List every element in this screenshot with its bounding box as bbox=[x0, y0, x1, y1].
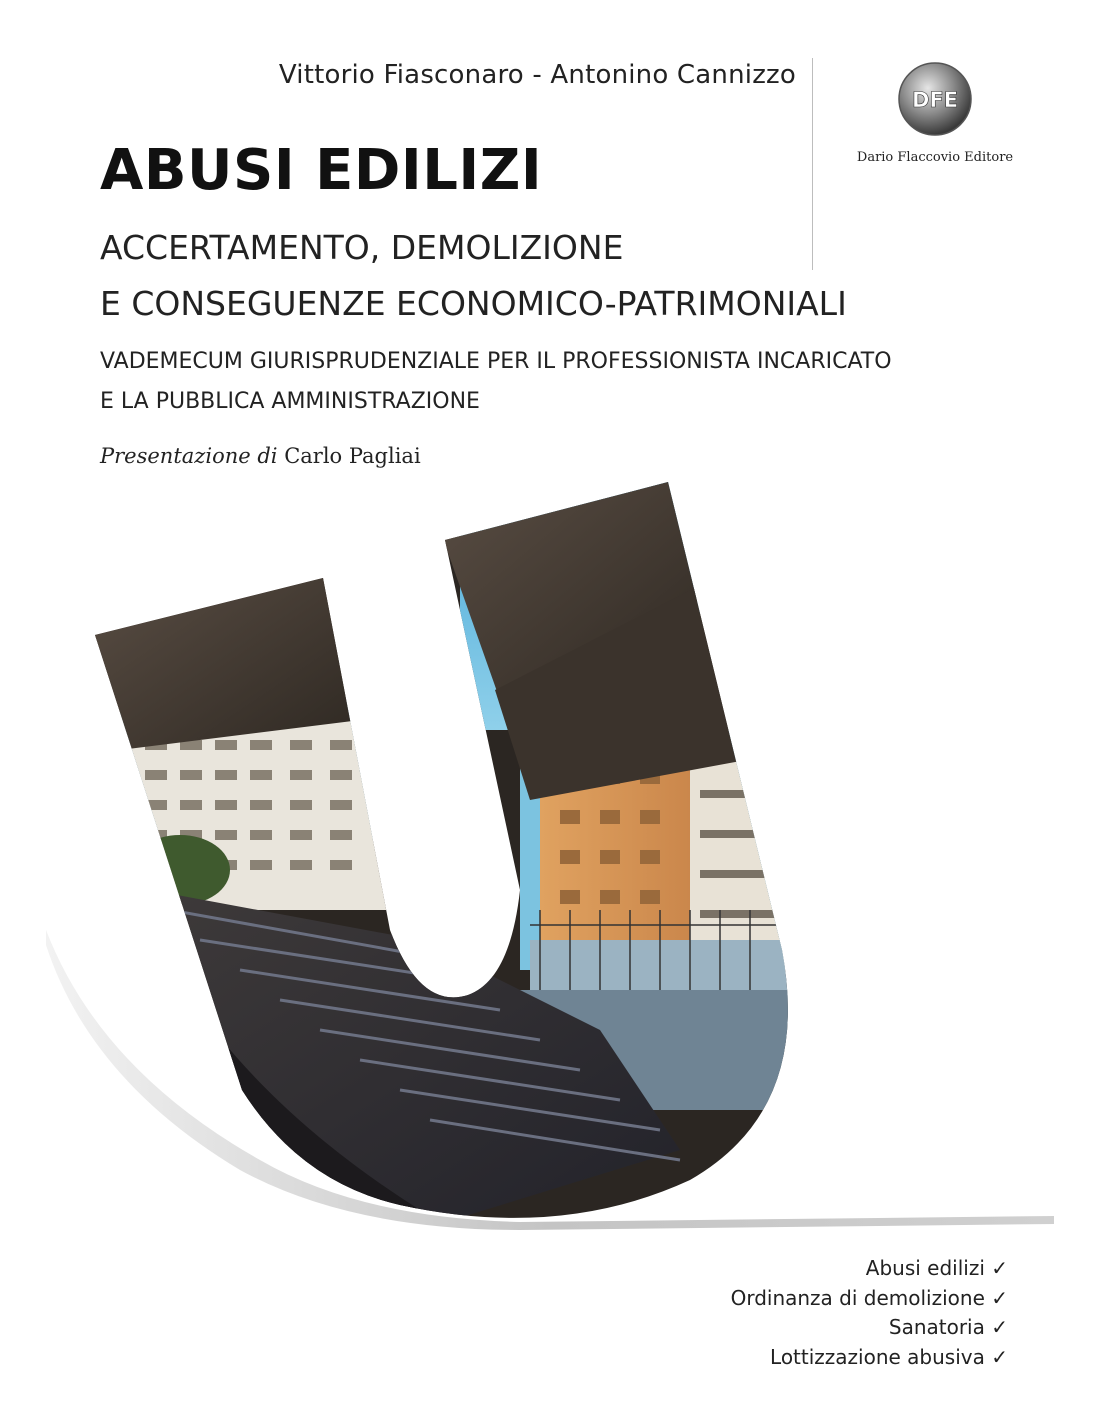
keyword-item: Lottizzazione abusiva ✓ bbox=[770, 1344, 1008, 1369]
subtitle-line: ACCERTAMENTO, DEMOLIZIONE bbox=[100, 228, 624, 267]
book-tagline bbox=[100, 342, 892, 422]
keyword-item: Ordinanza di demolizione ✓ bbox=[730, 1285, 1008, 1310]
cover-photo-u-shape bbox=[0, 470, 1100, 1250]
keyword-item: Sanatoria ✓ bbox=[888, 1315, 1008, 1339]
tagline-line: VADEMECUM GIURISPRUDENZIALE PER IL PROFESSIONISTA INCARICATO bbox=[100, 349, 892, 374]
authors: Vittorio Fiasconaro - Antonino Cannizzo bbox=[278, 60, 796, 90]
presentation-prefix: Presentazione di bbox=[100, 444, 278, 468]
keyword-item: Abusi edilizi ✓ bbox=[865, 1256, 1008, 1280]
book-title: ABUSI EDILIZI bbox=[100, 138, 543, 203]
dfe-logo-icon bbox=[896, 60, 974, 138]
publisher-name: Dario Flaccovio Editore bbox=[856, 150, 1014, 165]
tagline-line: E LA PUBBLICA AMMINISTRAZIONE bbox=[100, 389, 480, 414]
keyword-list bbox=[731, 1254, 1008, 1372]
presentation-name: Carlo Pagliai bbox=[284, 444, 421, 468]
book-subtitle bbox=[100, 220, 847, 332]
subtitle-line: E CONSEGUENZE ECONOMICO-PATRIMONIALI bbox=[100, 284, 847, 323]
logo-letters: DFE bbox=[911, 88, 959, 112]
presentation-credit bbox=[100, 444, 421, 468]
